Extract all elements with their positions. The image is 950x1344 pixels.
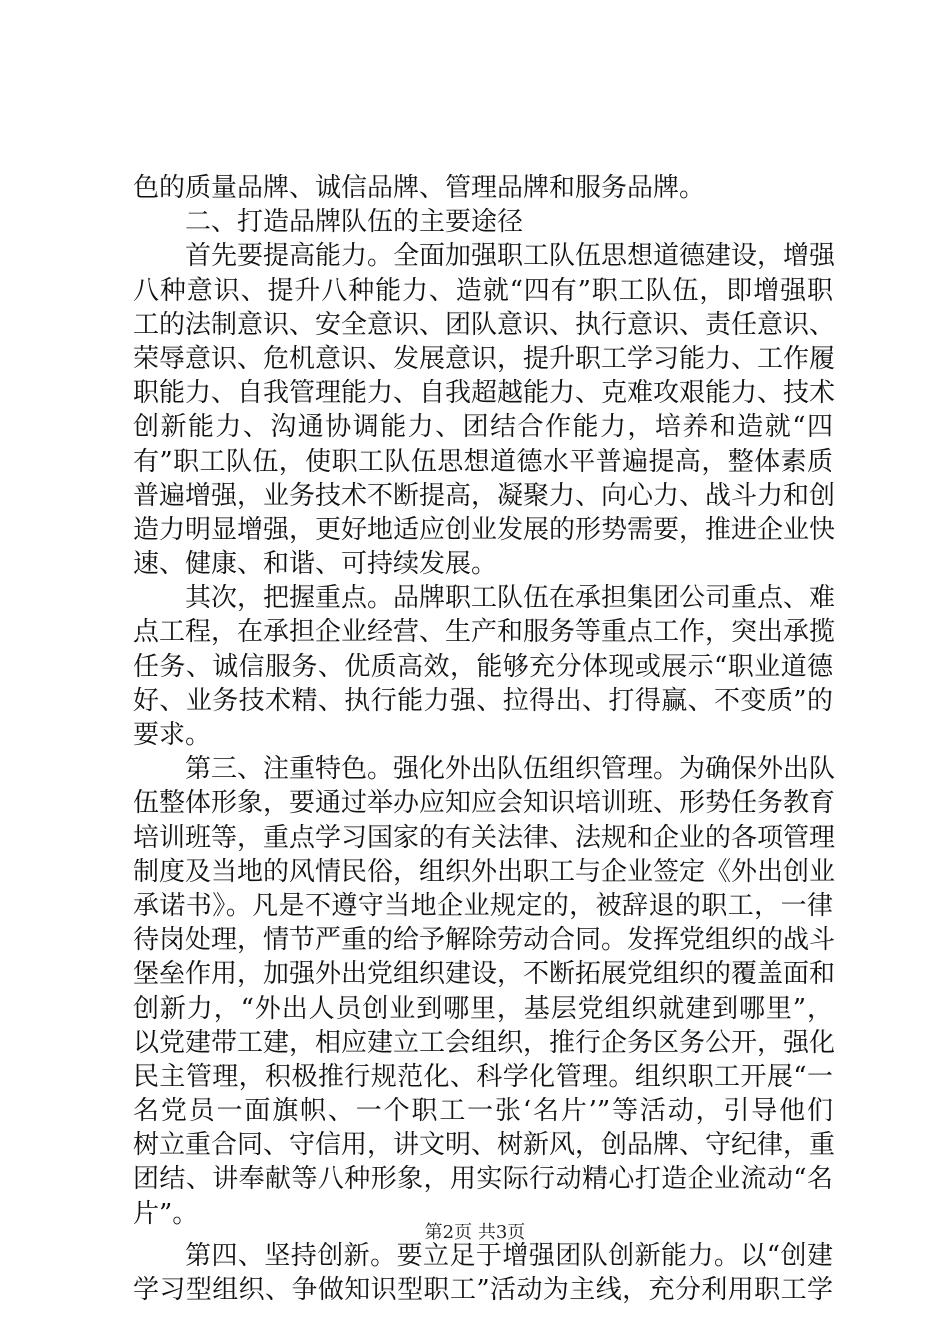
text-line: 创新力，“外出人员创业到哪里，基层党组织就建到哪里”，	[133, 993, 833, 1024]
text-line: 培训班等，重点学习国家的有关法律、法规和企业的各项管理	[133, 822, 836, 853]
text-line: 造力明显增强，更好地适应创业发展的形势需要，推进企业快	[133, 514, 836, 545]
text-line: 承诺书》。凡是不遵守当地企业规定的，被辞退的职工，一律	[133, 890, 833, 921]
paragraph-continuation	[133, 171, 833, 205]
text-line: 团结、讲奉献等八种形象，用实际行动精心打造企业流动“名	[133, 1164, 833, 1195]
heading-line: 二、打造品牌队伍的主要途径	[185, 207, 524, 238]
text-line: 首先要提高能力。全面加强职工队伍思想道德建设，增强	[185, 241, 836, 272]
paragraph-grasp-focus	[133, 581, 836, 752]
text-line: 点工程，在承担企业经营、生产和服务等重点工作，突出承揽	[133, 617, 836, 648]
section-heading	[133, 205, 833, 239]
text-line: 要求。	[133, 720, 212, 750]
text-line: 速、健康、和谐、可持续发展。	[133, 549, 498, 580]
text-line: 堡垒作用，加强外出党组织建设，不断拓展党组织的覆盖面和	[133, 959, 836, 990]
text-line: 片”。	[133, 1198, 199, 1229]
text-line: 创新能力、沟通协调能力、团结合作能力，培养和造就“四	[133, 412, 833, 443]
text-line: 有”职工队伍，使职工队伍思想道德水平普遍提高，整体素质	[133, 446, 833, 477]
text-line: 普遍增强，业务技术不断提高，凝聚力、向心力、战斗力和创	[133, 480, 836, 511]
text-line: 任务、诚信服务、优质高效，能够充分体现或展示“职业道德	[133, 651, 833, 682]
text-line: 制度及当地的风情民俗，组织外出职工与企业签定《外出创业	[133, 856, 836, 887]
paragraph-innovation	[133, 1239, 833, 1307]
text-line: 第三、注重特色。强化外出队伍组织管理。为确保外出队	[185, 754, 836, 785]
text-line: 荣辱意识、危机意识、发展意识，提升职工学习能力、工作履	[133, 343, 836, 374]
text-line: 名党员一面旗帜、一个职工一张‘名片’”等活动，引导他们	[133, 1096, 833, 1127]
text-line: 学习型组织、争做知识型职工”活动为主线，充分利用职工学	[133, 1275, 833, 1305]
text-line: 色的质量品牌、诚信品牌、管理品牌和服务品牌。	[133, 173, 706, 203]
text-line: 伍整体形象，要通过举办应知应会知识培训班、形势任务教育	[133, 788, 836, 819]
text-line: 待岗处理，情节严重的给予解除劳动合同。发挥党组织的战斗	[133, 925, 836, 956]
text-line: 八种意识、提升八种能力、造就“四有”职工队伍，即增强职	[133, 275, 833, 306]
paragraph-improve-ability	[133, 239, 836, 581]
text-line: 第四、坚持创新。要立足于增强团队创新能力。以“创建	[185, 1240, 833, 1271]
paragraph-focus-features	[133, 752, 836, 1231]
page-footer	[0, 1222, 950, 1244]
text-line: 工的法制意识、安全意识、团队意识、执行意识、责任意识、	[133, 309, 836, 340]
text-line: 好、业务技术精、执行能力强、拉得出、打得赢、不变质”的	[133, 685, 833, 716]
page-number-label: 第2页 共3页	[424, 1222, 526, 1243]
text-line: 民主管理，积极推行规范化、科学化管理。组织职工开展“一	[133, 1061, 833, 1092]
document-body	[133, 171, 836, 1307]
text-line: 职能力、自我管理能力、自我超越能力、克难攻艰能力、技术	[133, 378, 836, 409]
text-line: 其次，把握重点。品牌职工队伍在承担集团公司重点、难	[185, 583, 836, 614]
text-line: 以党建带工建，相应建立工会组织，推行企务区务公开，强化	[133, 1027, 836, 1058]
text-line: 树立重合同、守信用，讲文明、树新风，创品牌、守纪律，重	[133, 1130, 836, 1161]
